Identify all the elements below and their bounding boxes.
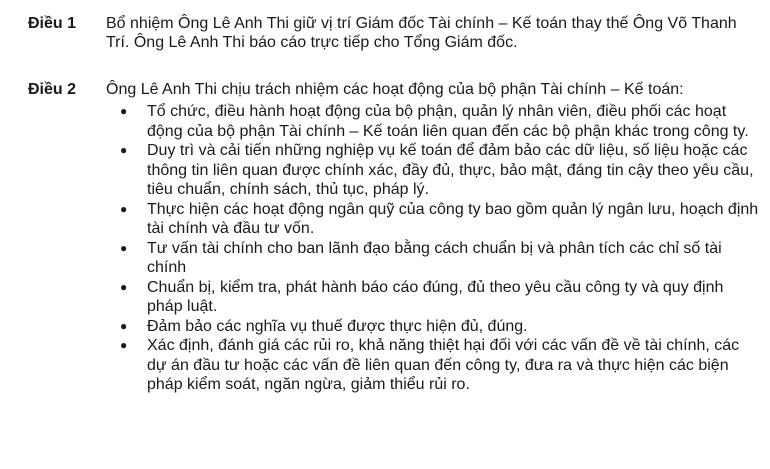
bullet-icon: ● <box>120 104 128 119</box>
article-label: Điều 1 <box>28 15 77 32</box>
article-1 <box>28 14 763 53</box>
bullet-icon: ● <box>120 279 128 294</box>
responsibility-list <box>106 102 763 394</box>
list-item <box>106 278 763 317</box>
list-item-text: Tư vấn tài chính cho ban lãnh đạo bằng cách chuẩn bị và phân tích các chỉ số tài chính <box>147 239 722 277</box>
bullet-icon: ● <box>120 318 128 333</box>
list-item <box>106 141 763 199</box>
bullet-icon: ● <box>120 201 128 216</box>
article-text: Ông Lê Anh Thi chịu trách nhiệm các hoạt động của bộ phận Tài chính – Kế toán: <box>106 81 684 98</box>
list-item <box>106 102 763 141</box>
bullet-icon: ● <box>120 143 128 158</box>
list-item <box>106 336 763 394</box>
article-body <box>106 14 763 53</box>
list-item <box>106 239 763 278</box>
list-item-text: Đảm bảo các nghĩa vụ thuế được thực hiện đủ, đúng. <box>147 317 528 335</box>
list-item <box>106 317 763 336</box>
list-item-text: Xác định, đánh giá các rủi ro, khả năng thiệt hại đối với các vấn đề về tài chính, các dự án đầu tư hoặc các vấn đề liên quan đến công ty, đưa ra và thực hiện các biện pháp kiểm soát, ngăn ngừa, giảm thiểu rủi ro. <box>147 337 740 394</box>
bullet-icon: ● <box>120 338 128 353</box>
list-item-text: Duy trì và cải tiến những nghiệp vụ kế toán để đảm bảo các dữ liệu, số liệu hoặc các thông tin liên quan được chính xác, đầy đủ, thực, bảo mật, đáng tin cậy theo yêu cầu, tiêu chuẩn, chính sách, thủ tục, pháp lý. <box>147 142 754 199</box>
list-item <box>106 200 763 239</box>
article-body <box>106 80 763 395</box>
list-item-text: Thực hiện các hoạt động ngân quỹ của công ty bao gồm quản lý ngân lưu, hoạch định tài chính và đầu tư vốn. <box>147 200 759 238</box>
article-2 <box>28 80 763 395</box>
list-item-text: Chuẩn bị, kiểm tra, phát hành báo cáo đúng, đủ theo yêu cầu công ty và quy định pháp luật. <box>147 278 724 316</box>
bullet-icon: ● <box>120 240 128 255</box>
article-label: Điều 2 <box>28 81 77 98</box>
article-text: Bổ nhiệm Ông Lê Anh Thi giữ vị trí Giám đốc Tài chính – Kế toán thay thế Ông Võ Thanh Trí. Ông Lê Anh Thi báo cáo trực tiếp cho Tổng Giám đốc. <box>106 15 737 52</box>
list-item-text: Tổ chức, điều hành hoạt động của bộ phận, quản lý nhân viên, điều phối các hoạt động của bộ phận Tài chính – Kế toán liên quan đến các bộ phận khác trong công ty. <box>147 103 749 140</box>
